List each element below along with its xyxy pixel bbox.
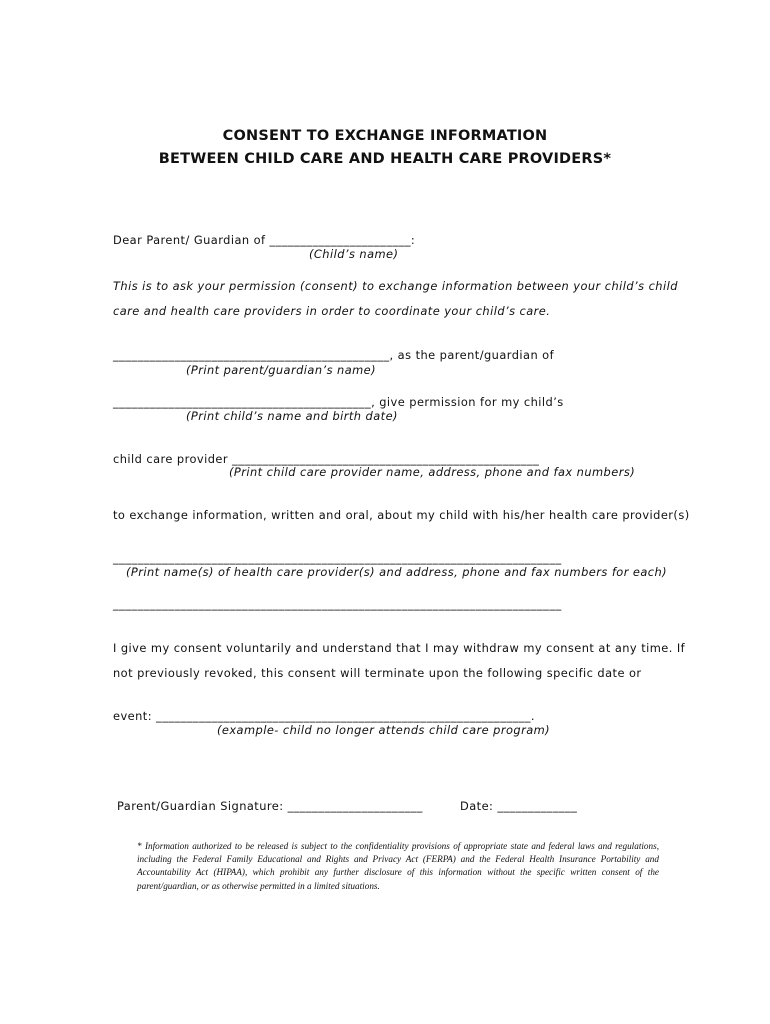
parent-name-line: _____________________________________________, as the parent/guardian of [113, 348, 555, 362]
health-provider-line: _________________________________________________________________________ [113, 551, 562, 565]
event-caption: (example- child no longer attends child care program) [217, 723, 551, 737]
child-care-provider-line: child care provider __________________________________________________ [113, 452, 540, 466]
child-name-caption: (Print child’s name and birth date) [186, 409, 398, 423]
form-title-line-2: BETWEEN CHILD CARE AND HEALTH CARE PROVIDERS* [158, 151, 612, 167]
health-provider-caption: (Print name(s) of health care provider(s) and address, phone and fax numbers for each) [126, 565, 668, 579]
exchange-statement: to exchange information, written and oral, about my child with his/her health care provider(s) [113, 508, 690, 522]
childs-name-caption: (Child’s name) [309, 247, 399, 261]
date-line: Date: _____________ [460, 799, 578, 813]
child-name-line: __________________________________________, give permission for my child’s [113, 395, 564, 409]
signature-line: Parent/Guardian Signature: ______________________ [117, 799, 423, 813]
additional-blank-line: _________________________________________________________________________ [113, 597, 562, 611]
greeting-line: Dear Parent/ Guardian of _______________________: [113, 233, 416, 247]
event-line: event: _____________________________________________________________. [113, 709, 535, 723]
consent-statement-line-1: I give my consent voluntarily and understand that I may withdraw my consent at any time. If [113, 641, 686, 655]
intro-line-1: This is to ask your permission (consent) to exchange information between your child’s child [113, 279, 678, 293]
form-title-line-1: CONSENT TO EXCHANGE INFORMATION [222, 128, 548, 144]
intro-line-2: care and health care providers in order to coordinate your child’s care. [113, 304, 551, 318]
child-care-provider-caption: (Print child care provider name, address, phone and fax numbers) [229, 465, 636, 479]
confidentiality-footnote: * Information authorized to be released is subject to the confidentiality provisions of appropriate state and federal laws and regulations, including the Federal Family Educational and Rights and Privacy Act (FERPA) and the Federal Health Insurance Portability and Accountability Act (HIPAA), which prohibit any further disclosure of this information without the specific written consent of the parent/guardian, or as otherwise permitted in a limited situations. [137, 841, 659, 891]
consent-statement-line-2: not previously revoked, this consent will terminate upon the following specific date or [113, 666, 642, 680]
parent-name-caption: (Print parent/guardian’s name) [186, 363, 377, 377]
